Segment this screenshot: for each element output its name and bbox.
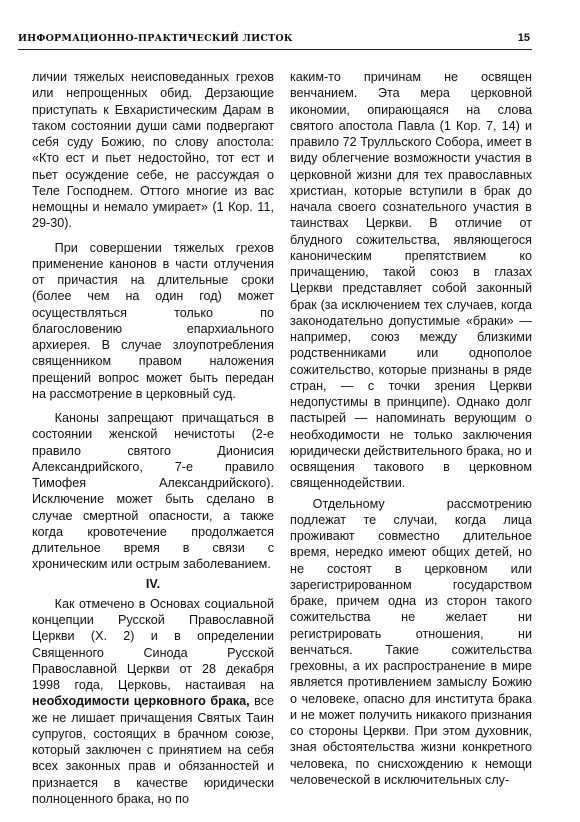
paragraph-cohabitation: Отдельному рассмотрению подлежат те случаи, когда лица проживают совместно длительное время, нередко имеют общих детей, но не состоят в церковном или зарегистрированном государством браке, причем одна из сторон такого сожительства не желает ни регистрировать отношения, ни венчаться. Такие сожительства греховны, а их распространение в мире является противлением замыслу Божию о человеке, опасно для института брака и не может получить никакого признания со стороны Церкви. При этом духовник, зная обстоятельства жизни конкретного человека, по снисхождению к немощи человеческой в исключительных слу-: [290, 496, 532, 787]
paragraph-continued: каким-то причинам не освящен венчанием. Эта мера церковной икономии, опирающаяся на слова святого апостола Павла (1 Кор. 7, 14) и правило 72 Трулльского Собора, имеет в виду облегчение возможности участия в церковной жизни для тех православных христиан, которые вступили в брак до начала своего сознательного участия в таинствах Церкви. В отличие от блудного сожительства, являющегося каноническим препятствием ко причащению, такой союз в глазах Церкви представляет собой законный брак (за исключением тех случаев, когда законодательно допустимые «браки» — например, союз между близкими родственниками или однополое сожительство, которые признаны в ряде стран, — с точки зрения Церкви недопустимы в принципе). Однако долг пастырей — напоминать верующим о необходимости не только заключения юридически действительного брака, но и освящения такового в церковном священнодействии.: [290, 70, 532, 491]
running-title: ИНФОРМАЦИОННО-ПРАКТИЧЕСКИЙ ЛИСТОК: [18, 33, 293, 44]
section-heading: IV.: [145, 576, 161, 591]
paragraph-text: все же не лишает причащения Святых Таин супругов, состоящих в брачном союзе, который заключен с принятием на себя всех законных прав и обязанностей и признается в качестве юридически полноценного брака, но по: [32, 694, 274, 806]
right-column: [290, 69, 532, 814]
page-number: 15: [517, 32, 530, 44]
bold-emphasis: необходимости церковного брака,: [32, 694, 250, 709]
page-header: [18, 31, 532, 50]
paragraph-impurity-canons: Каноны запрещают причащаться в состоянии женской нечистоты (2-е правило святого Дионисия Александрийского, 7-е правило Тимофея Александрийского). Исключение может быть сделано в случае смертной опасности, а также когда кровотечение продолжается длительное время в связи с хроническим или острым заболеванием.: [32, 411, 274, 572]
paragraph-continued: личии тяжелых неисповеданных грехов или непрощенных обид. Дерзающие приступать к Евхаристическим Дарам в таком состоянии души сами подвергают себя суду Божию, по слову апостола: «Кто ест и пьет недостойно, тот ест и пьет осуждение себе, не рассуждая о Теле Господнем. Оттого многие из вас немощны и немало умирает» (1 Кор. 11, 29-30).: [32, 70, 274, 231]
paragraph-penance-canons: При совершении тяжелых грехов применение канонов в части отлучения от причастия на длительные сроки (более чем на один год) может осуществляться только по благословению епархиального архиерея. В случае злоупотребления священником правом наложения прещений вопрос может быть передан на рассмотрение в церковный суд.: [32, 240, 274, 401]
paragraph-church-marriage: [32, 596, 274, 807]
left-column: [32, 69, 274, 814]
paragraph-text: Как отмечено в Основах социальной концепции Русской Православной Церкви (X. 2) и в определении Священного Синода Русской Православной Церкви от 28 декабря 1998 года, Церковь, настаивая на: [32, 596, 274, 692]
